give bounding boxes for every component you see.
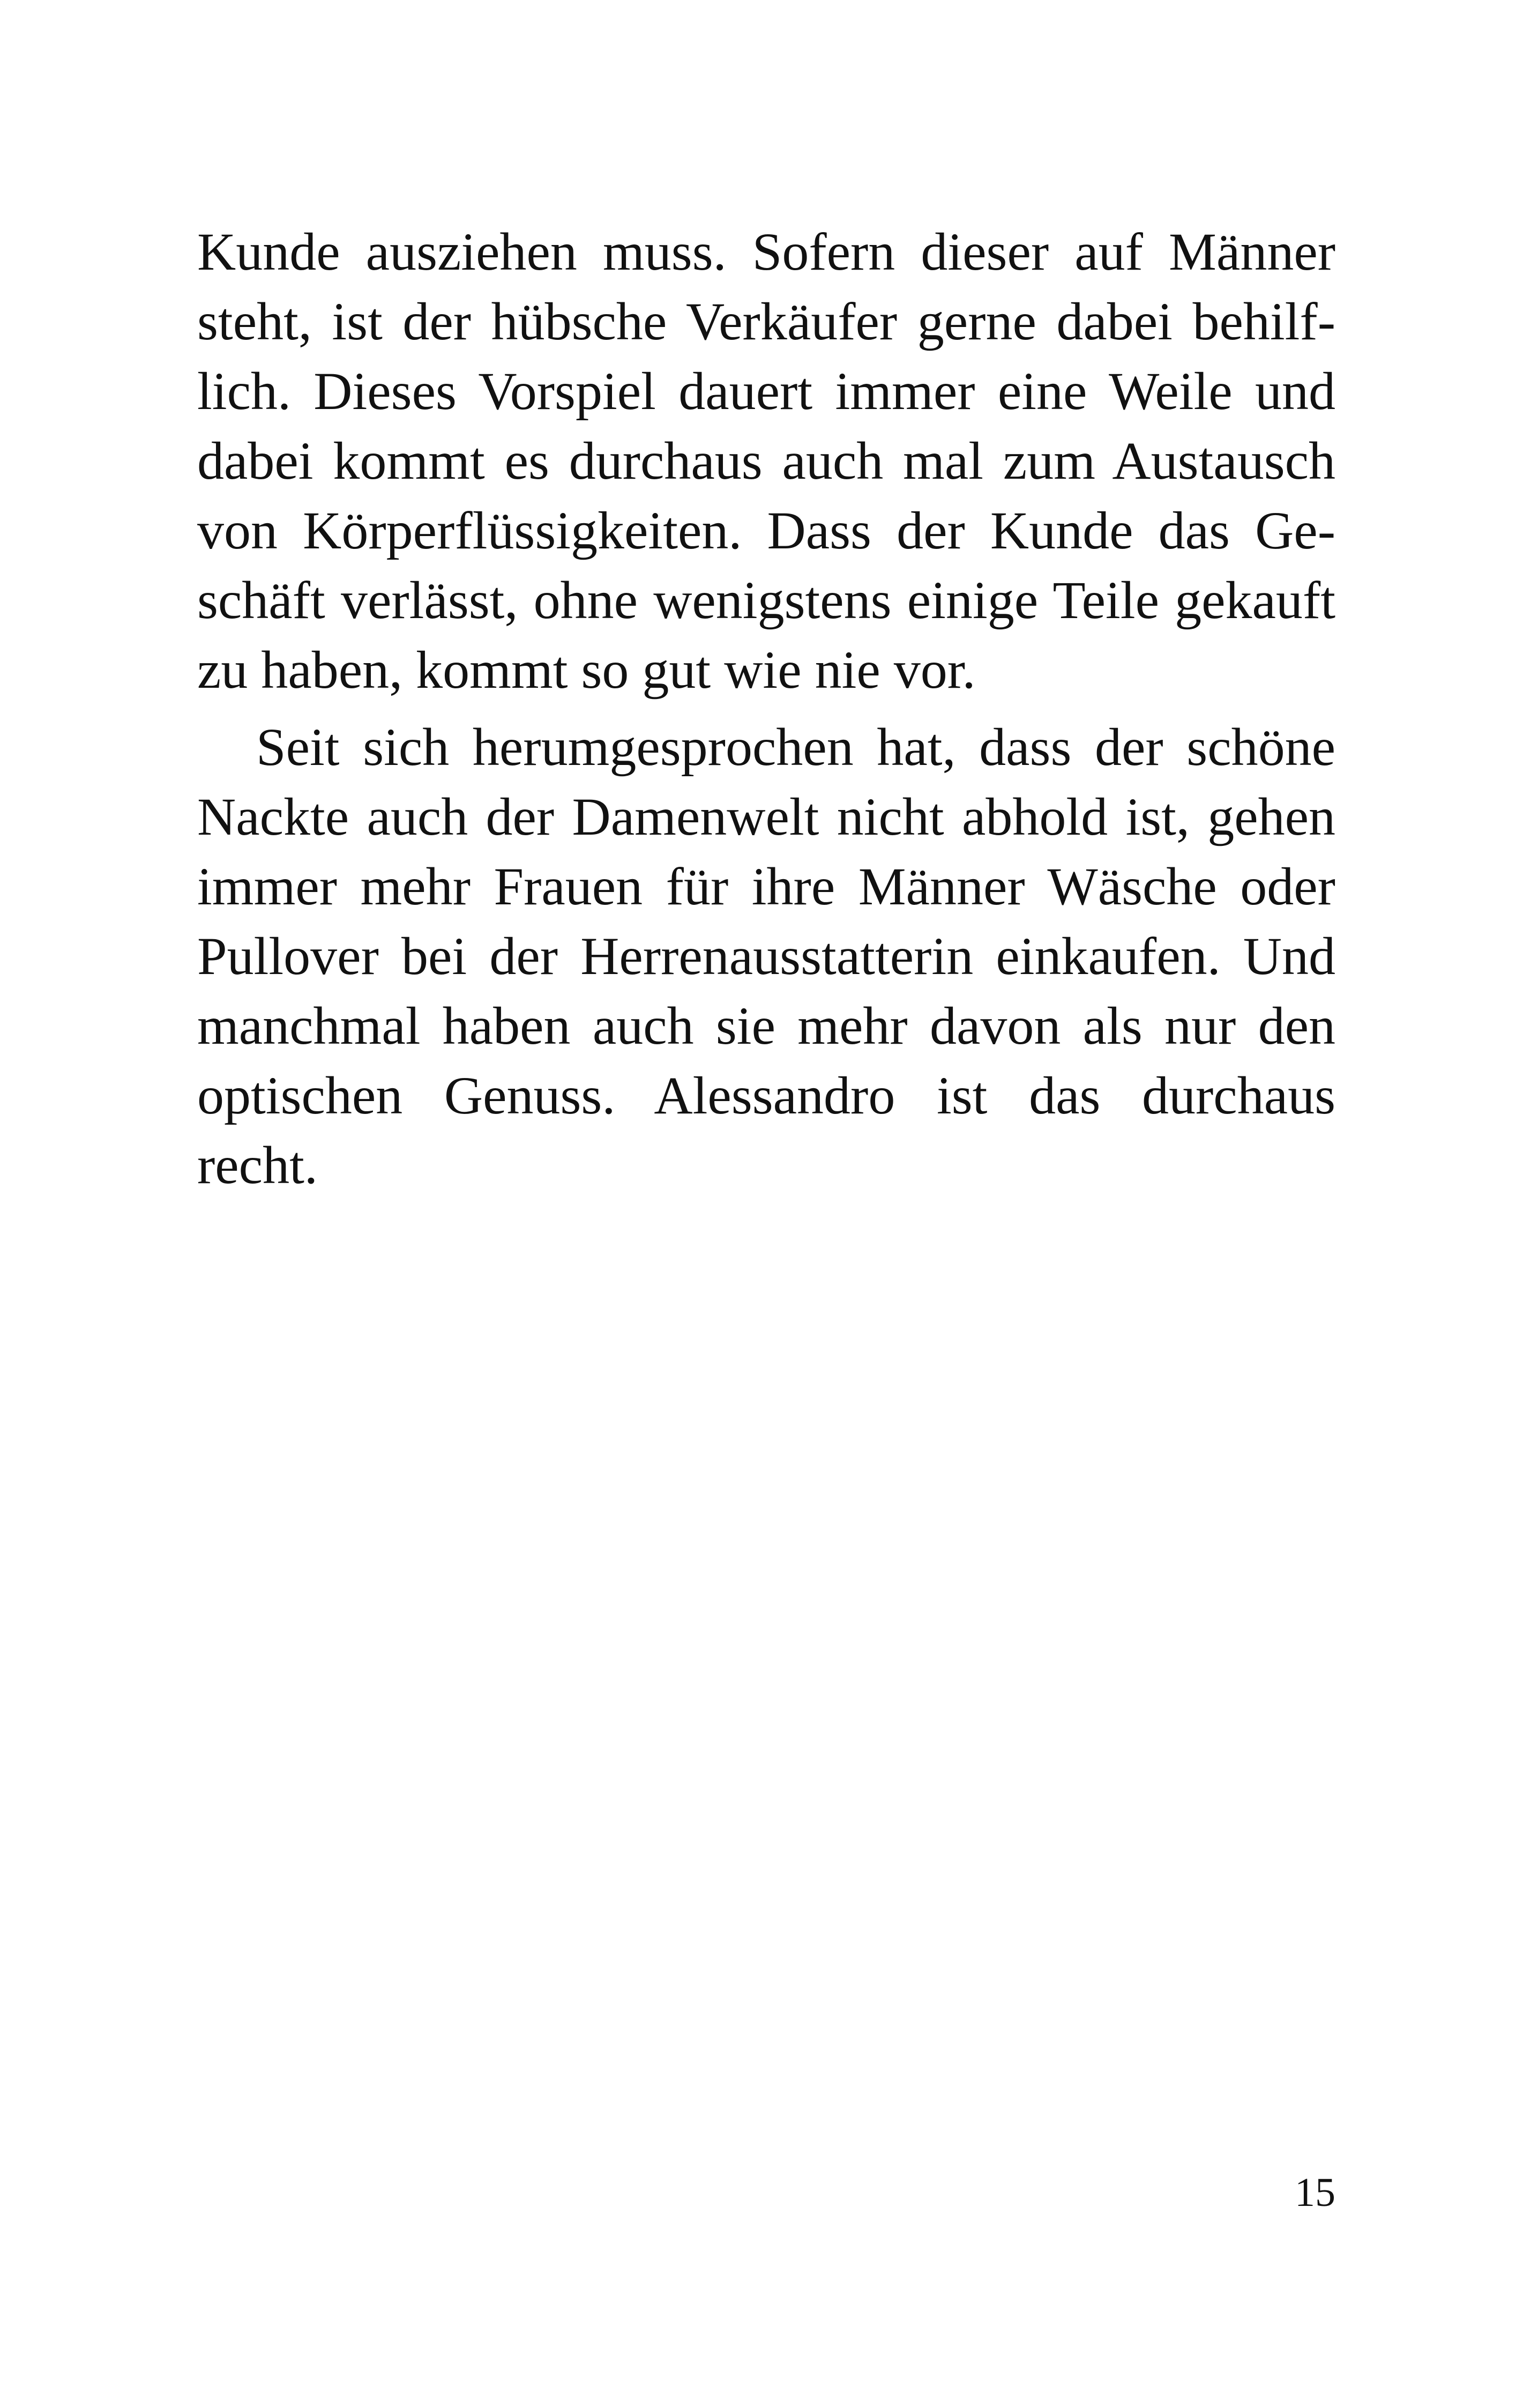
paragraph-2 [197,712,1335,1200]
text-line: Nackte auch der Damenwelt nicht abhold ist, gehen [197,787,1335,846]
text-line: lich. Dieses Vorspiel dauert immer eine Weile und [197,361,1335,421]
text-line: von Körperflüssigkeiten. Dass der Kunde das Ge- [197,501,1335,560]
text-line: Kunde ausziehen muss. Sofern dieser auf Männer [197,222,1335,281]
text-line: recht. [197,1135,318,1195]
page-number: 15 [1295,2170,1335,2215]
body-text [197,217,1335,1200]
text-line: optischen Genuss. Alessandro ist das durchaus [197,1066,1335,1125]
text-line: dabei kommt es durchaus auch mal zum Austausch [197,431,1335,490]
text-line: manchmal haben auch sie mehr davon als nur den [197,996,1335,1056]
text-line: zu haben, kommt so gut wie nie vor. [197,640,976,700]
text-line: Pullover bei der Herrenausstatterin einkaufen. Und [197,926,1335,986]
text-line: schäft verlässt, ohne wenigstens einige Teile gekauft [197,570,1335,630]
text-line: steht, ist der hübsche Verkäufer gerne dabei behilf- [197,292,1335,351]
text-line: immer mehr Frauen für ihre Männer Wäsche oder [197,857,1335,916]
paragraph-1 [197,217,1335,705]
text-line: Seit sich herumgesprochen hat, dass der schöne [256,717,1335,777]
